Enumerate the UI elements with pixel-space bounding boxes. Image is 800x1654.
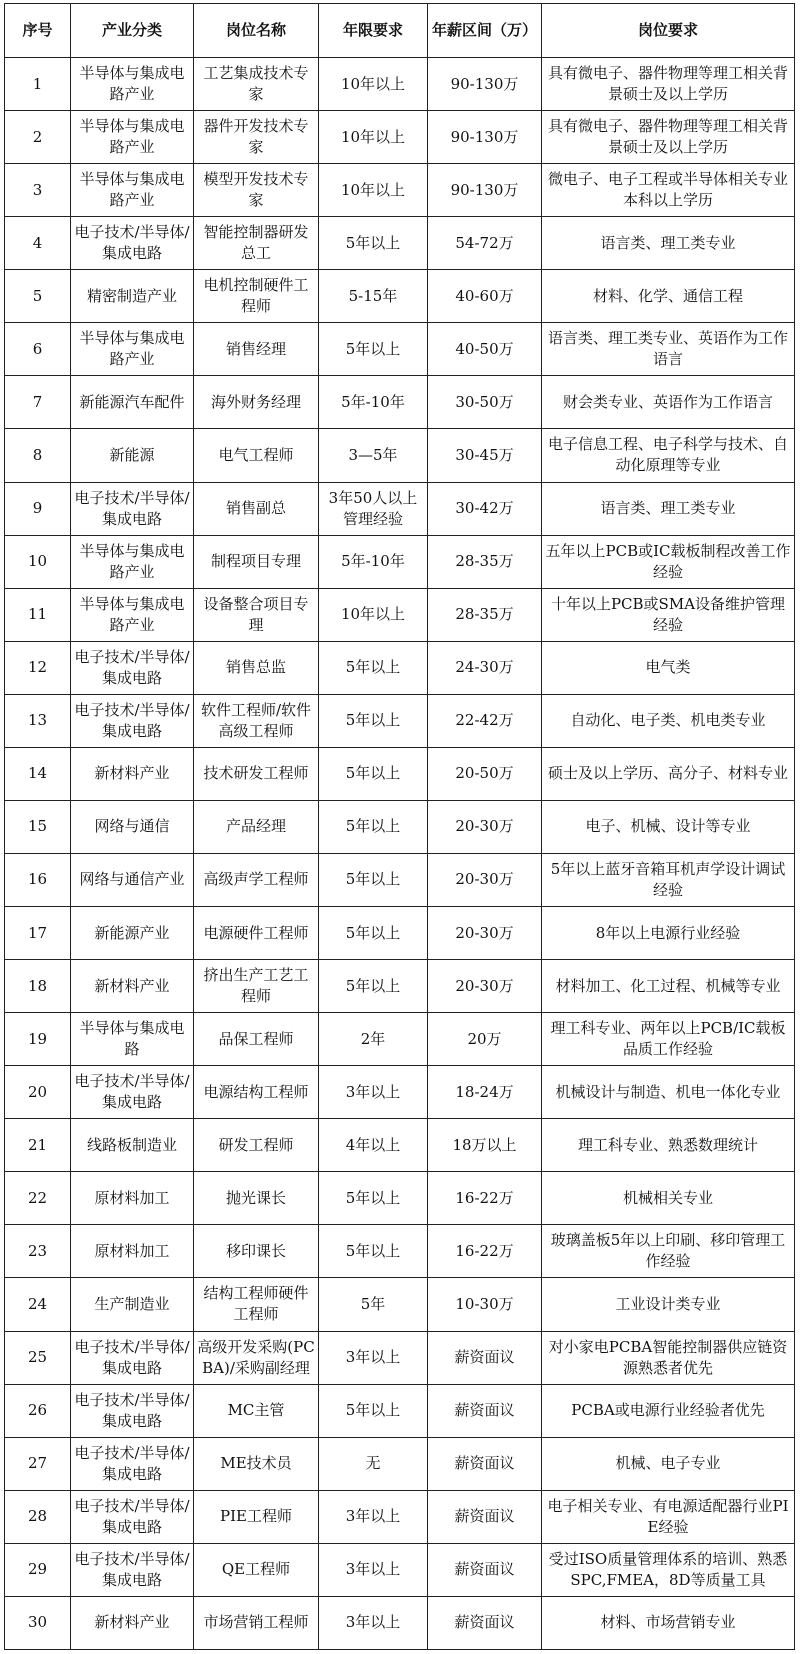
- header-no: 序号: [5, 4, 71, 58]
- position-text: 电源硬件工程师: [203, 923, 309, 942]
- cell-salary: 40-60万: [428, 270, 542, 323]
- cell-position: [194, 907, 319, 960]
- cell-industry: 电子技术/半导体/集成电路: [71, 1066, 194, 1119]
- cell-salary: 10-30万: [428, 1278, 542, 1331]
- cell-salary: 24-30万: [428, 641, 542, 694]
- cell-no: 27: [5, 1437, 71, 1490]
- header-requirement: 岗位要求: [542, 4, 795, 58]
- cell-no: 3: [5, 164, 71, 217]
- header-salary: 年薪区间（万）: [428, 4, 542, 58]
- table-row: [5, 1331, 795, 1384]
- cell-salary: 薪资面议: [428, 1384, 542, 1437]
- table-row: [5, 58, 795, 111]
- cell-industry: 新能源产业: [71, 907, 194, 960]
- cell-no: 9: [5, 482, 71, 535]
- cell-industry: 网络与通信产业: [71, 853, 194, 906]
- position-text: MC主管: [227, 1401, 285, 1420]
- cell-industry: 生产制造业: [71, 1278, 194, 1331]
- position-text: 电源结构工程师: [203, 1082, 309, 1101]
- cell-position: [194, 747, 319, 800]
- cell-requirement: 对小家电PCBA智能控制器供应链资源熟悉者优先: [542, 1331, 795, 1384]
- cell-industry: 半导体与集成电路产业: [71, 164, 194, 217]
- cell-requirement: 财会类专业、英语作为工作语言: [542, 376, 795, 429]
- cell-years: 5年以上: [319, 960, 428, 1013]
- table-row: [5, 482, 795, 535]
- cell-years: 5年以上: [319, 323, 428, 376]
- position-text: 抛光课长: [225, 1188, 286, 1207]
- cell-years: 3年以上: [319, 1331, 428, 1384]
- cell-no: 20: [5, 1066, 71, 1119]
- cell-no: 10: [5, 535, 71, 588]
- cell-salary: 18-24万: [428, 1066, 542, 1119]
- cell-position: [194, 1596, 319, 1649]
- cell-industry: 新材料产业: [71, 747, 194, 800]
- cell-requirement: 电子信息工程、电子科学与技术、自动化原理等专业: [542, 429, 795, 482]
- cell-years: 3年50人以上管理经验: [319, 482, 428, 535]
- table-body: [5, 58, 795, 1650]
- position-text: 制程项目专理: [210, 552, 301, 571]
- cell-years: 10年以上: [319, 111, 428, 164]
- cell-salary: 28-35万: [428, 535, 542, 588]
- table-row: [5, 1596, 795, 1649]
- cell-years: 10年以上: [319, 588, 428, 641]
- position-text: 研发工程师: [218, 1135, 294, 1154]
- cell-salary: 20-30万: [428, 800, 542, 853]
- table-row: [5, 1384, 795, 1437]
- cell-industry: 半导体与集成电路产业: [71, 535, 194, 588]
- cell-requirement: 材料加工、化工过程、机械等专业: [542, 960, 795, 1013]
- position-text: 海外财务经理: [210, 392, 301, 411]
- cell-requirement: 机械设计与制造、机电一体化专业: [542, 1066, 795, 1119]
- cell-position: [194, 1490, 319, 1543]
- cell-salary: 16-22万: [428, 1172, 542, 1225]
- cell-requirement: 电子相关专业、有电源适配器行业PIE经验: [542, 1490, 795, 1543]
- header-years: 年限要求: [319, 4, 428, 58]
- cell-salary: 20万: [428, 1013, 542, 1066]
- cell-industry: 半导体与集成电路产业: [71, 323, 194, 376]
- table-row: [5, 853, 795, 906]
- position-text: 市场营销工程师: [203, 1613, 309, 1632]
- cell-years: 10年以上: [319, 164, 428, 217]
- cell-industry: 原材料加工: [71, 1172, 194, 1225]
- cell-salary: 90-130万: [428, 111, 542, 164]
- header-position: 岗位名称: [194, 4, 319, 58]
- cell-requirement: 具有微电子、器件物理等理工相关背景硕士及以上学历: [542, 58, 795, 111]
- cell-industry: 半导体与集成电路产业: [71, 588, 194, 641]
- table-row: [5, 694, 795, 747]
- position-text: 器件开发技术专家: [203, 117, 309, 157]
- table-row: [5, 111, 795, 164]
- cell-years: 3年以上: [319, 1596, 428, 1649]
- cell-years: 5年以上: [319, 1172, 428, 1225]
- cell-no: 13: [5, 694, 71, 747]
- cell-industry: 线路板制造业: [71, 1119, 194, 1172]
- cell-no: 8: [5, 429, 71, 482]
- position-text: 电机控制硬件工程师: [203, 276, 309, 316]
- table-row: [5, 588, 795, 641]
- cell-years: 3年以上: [319, 1543, 428, 1596]
- cell-position: [194, 1437, 319, 1490]
- cell-years: 5年-10年: [319, 376, 428, 429]
- cell-industry: 网络与通信: [71, 800, 194, 853]
- cell-requirement: 受过ISO质量管理体系的培训、熟悉SPC,FMEA，8D等质量工具: [542, 1543, 795, 1596]
- cell-industry: 电子技术/半导体/集成电路: [71, 1490, 194, 1543]
- position-text: 高级声学工程师: [203, 870, 309, 889]
- header-industry: 产业分类: [71, 4, 194, 58]
- cell-position: [194, 853, 319, 906]
- cell-requirement: 十年以上PCB或SMA设备维护管理经验: [542, 588, 795, 641]
- position-text: 品保工程师: [218, 1029, 294, 1048]
- cell-salary: 薪资面议: [428, 1543, 542, 1596]
- cell-requirement: 8年以上电源行业经验: [542, 907, 795, 960]
- cell-position: [194, 429, 319, 482]
- cell-years: 5-15年: [319, 270, 428, 323]
- cell-position: [194, 535, 319, 588]
- cell-industry: 新能源: [71, 429, 194, 482]
- cell-salary: 30-50万: [428, 376, 542, 429]
- cell-position: [194, 800, 319, 853]
- position-text: 技术研发工程师: [203, 764, 309, 783]
- table-row: [5, 1066, 795, 1119]
- table-row: [5, 1278, 795, 1331]
- position-text: 工艺集成技术专家: [203, 64, 309, 104]
- cell-no: 21: [5, 1119, 71, 1172]
- cell-no: 4: [5, 217, 71, 270]
- cell-industry: 半导体与集成电路: [71, 1013, 194, 1066]
- cell-salary: 28-35万: [428, 588, 542, 641]
- cell-requirement: 工业设计类专业: [542, 1278, 795, 1331]
- cell-no: 22: [5, 1172, 71, 1225]
- cell-industry: 精密制造产业: [71, 270, 194, 323]
- cell-salary: 90-130万: [428, 164, 542, 217]
- table-row: [5, 907, 795, 960]
- cell-requirement: 机械、电子专业: [542, 1437, 795, 1490]
- cell-position: [194, 694, 319, 747]
- cell-salary: 18万以上: [428, 1119, 542, 1172]
- cell-industry: 半导体与集成电路产业: [71, 58, 194, 111]
- position-text: 智能控制器研发总工: [203, 223, 309, 263]
- table-header: [5, 4, 795, 58]
- cell-no: 17: [5, 907, 71, 960]
- cell-industry: 电子技术/半导体/集成电路: [71, 1543, 194, 1596]
- cell-position: [194, 960, 319, 1013]
- cell-requirement: 具有微电子、器件物理等理工相关背景硕士及以上学历: [542, 111, 795, 164]
- cell-position: [194, 1066, 319, 1119]
- cell-requirement: 材料、化学、通信工程: [542, 270, 795, 323]
- cell-no: 15: [5, 800, 71, 853]
- cell-years: 5年以上: [319, 853, 428, 906]
- cell-requirement: 微电子、电子工程或半导体相关专业本科以上学历: [542, 164, 795, 217]
- cell-industry: 电子技术/半导体/集成电路: [71, 1437, 194, 1490]
- cell-salary: 54-72万: [428, 217, 542, 270]
- cell-requirement: 语言类、理工类专业: [542, 217, 795, 270]
- table-row: [5, 960, 795, 1013]
- cell-salary: 20-30万: [428, 853, 542, 906]
- cell-salary: 薪资面议: [428, 1596, 542, 1649]
- cell-requirement: 语言类、理工类专业: [542, 482, 795, 535]
- cell-requirement: 语言类、理工类专业、英语作为工作语言: [542, 323, 795, 376]
- header-row: [5, 4, 795, 58]
- cell-position: [194, 270, 319, 323]
- cell-position: [194, 588, 319, 641]
- cell-position: [194, 1278, 319, 1331]
- cell-years: 2年: [319, 1013, 428, 1066]
- cell-requirement: 电气类: [542, 641, 795, 694]
- table-row: [5, 1119, 795, 1172]
- cell-no: 24: [5, 1278, 71, 1331]
- position-text: 销售总监: [225, 658, 286, 677]
- cell-salary: 16-22万: [428, 1225, 542, 1278]
- cell-no: 16: [5, 853, 71, 906]
- cell-years: 5年以上: [319, 800, 428, 853]
- cell-years: 无: [319, 1437, 428, 1490]
- cell-years: 5年以上: [319, 1384, 428, 1437]
- cell-position: [194, 217, 319, 270]
- table-row: [5, 747, 795, 800]
- cell-industry: 新能源汽车配件: [71, 376, 194, 429]
- table-row: [5, 800, 795, 853]
- cell-years: 10年以上: [319, 58, 428, 111]
- cell-requirement: 硕士及以上学历、高分子、材料专业: [542, 747, 795, 800]
- table-row: [5, 429, 795, 482]
- cell-salary: 22-42万: [428, 694, 542, 747]
- cell-salary: 30-45万: [428, 429, 542, 482]
- cell-position: [194, 1172, 319, 1225]
- cell-no: 26: [5, 1384, 71, 1437]
- position-text: 挤出生产工艺工程师: [203, 966, 309, 1006]
- table-row: [5, 1543, 795, 1596]
- table-row: [5, 641, 795, 694]
- cell-position: [194, 1013, 319, 1066]
- cell-no: 2: [5, 111, 71, 164]
- cell-position: [194, 1543, 319, 1596]
- position-text: 高级开发采购(PCBA)/采购副经理: [197, 1337, 315, 1377]
- cell-position: [194, 1225, 319, 1278]
- position-text: PIE工程师: [220, 1507, 292, 1526]
- cell-requirement: 5年以上蓝牙音箱耳机声学设计调试经验: [542, 853, 795, 906]
- cell-industry: 新材料产业: [71, 1596, 194, 1649]
- cell-requirement: 玻璃盖板5年以上印刷、移印管理工作经验: [542, 1225, 795, 1278]
- cell-salary: 20-30万: [428, 907, 542, 960]
- position-text: 软件工程师/软件高级工程师: [200, 700, 312, 740]
- table-row: [5, 1490, 795, 1543]
- cell-requirement: 五年以上PCB或IC载板制程改善工作经验: [542, 535, 795, 588]
- position-text: 销售副总: [225, 499, 286, 518]
- cell-no: 7: [5, 376, 71, 429]
- cell-years: 5年: [319, 1278, 428, 1331]
- cell-industry: 电子技术/半导体/集成电路: [71, 641, 194, 694]
- position-text: 电气工程师: [218, 445, 294, 464]
- cell-no: 23: [5, 1225, 71, 1278]
- table-row: [5, 1013, 795, 1066]
- position-text: 设备整合项目专理: [203, 594, 309, 634]
- cell-position: [194, 482, 319, 535]
- cell-position: [194, 641, 319, 694]
- cell-no: 12: [5, 641, 71, 694]
- cell-salary: 薪资面议: [428, 1490, 542, 1543]
- cell-requirement: 理工科专业、熟悉数理统计: [542, 1119, 795, 1172]
- table-row: [5, 1172, 795, 1225]
- cell-no: 19: [5, 1013, 71, 1066]
- cell-requirement: 机械相关专业: [542, 1172, 795, 1225]
- position-text: 移印课长: [225, 1241, 286, 1260]
- cell-position: [194, 1384, 319, 1437]
- cell-position: [194, 58, 319, 111]
- cell-years: 3年以上: [319, 1066, 428, 1119]
- cell-salary: 20-50万: [428, 747, 542, 800]
- cell-years: 3年以上: [319, 1490, 428, 1543]
- cell-years: 5年以上: [319, 217, 428, 270]
- cell-requirement: 自动化、电子类、机电类专业: [542, 694, 795, 747]
- cell-industry: 电子技术/半导体/集成电路: [71, 694, 194, 747]
- cell-no: 5: [5, 270, 71, 323]
- table-row: [5, 270, 795, 323]
- cell-years: 3—5年: [319, 429, 428, 482]
- table-row: [5, 217, 795, 270]
- cell-requirement: PCBA或电源行业经验者优先: [542, 1384, 795, 1437]
- cell-industry: 新材料产业: [71, 960, 194, 1013]
- table-row: [5, 1225, 795, 1278]
- cell-salary: 20-30万: [428, 960, 542, 1013]
- cell-no: 14: [5, 747, 71, 800]
- cell-salary: 90-130万: [428, 58, 542, 111]
- cell-no: 1: [5, 58, 71, 111]
- cell-no: 30: [5, 1596, 71, 1649]
- cell-industry: 电子技术/半导体/集成电路: [71, 217, 194, 270]
- cell-position: [194, 164, 319, 217]
- cell-years: 5年以上: [319, 694, 428, 747]
- cell-salary: 薪资面议: [428, 1437, 542, 1490]
- position-text: 销售经理: [225, 339, 286, 358]
- cell-years: 5年以上: [319, 1225, 428, 1278]
- position-text: 模型开发技术专家: [203, 170, 309, 210]
- cell-no: 6: [5, 323, 71, 376]
- cell-industry: 半导体与集成电路产业: [71, 111, 194, 164]
- cell-industry: 电子技术/半导体/集成电路: [71, 1331, 194, 1384]
- cell-salary: 薪资面议: [428, 1331, 542, 1384]
- cell-salary: 40-50万: [428, 323, 542, 376]
- cell-years: 4年以上: [319, 1119, 428, 1172]
- cell-position: [194, 323, 319, 376]
- table-row: [5, 376, 795, 429]
- cell-no: 11: [5, 588, 71, 641]
- cell-requirement: 材料、市场营销专业: [542, 1596, 795, 1649]
- cell-no: 18: [5, 960, 71, 1013]
- table-row: [5, 535, 795, 588]
- cell-years: 5年以上: [319, 907, 428, 960]
- cell-position: [194, 376, 319, 429]
- cell-requirement: 理工科专业、两年以上PCB/IC载板品质工作经验: [542, 1013, 795, 1066]
- cell-position: [194, 111, 319, 164]
- position-text: QE工程师: [221, 1560, 291, 1579]
- position-text: ME技术员: [220, 1454, 292, 1473]
- table-row: [5, 1437, 795, 1490]
- cell-no: 28: [5, 1490, 71, 1543]
- cell-years: 5年-10年: [319, 535, 428, 588]
- cell-position: [194, 1119, 319, 1172]
- cell-no: 25: [5, 1331, 71, 1384]
- cell-industry: 电子技术/半导体/集成电路: [71, 482, 194, 535]
- position-text: 结构工程师硬件工程师: [203, 1284, 309, 1324]
- cell-years: 5年以上: [319, 641, 428, 694]
- job-listing-table: [4, 3, 795, 1650]
- cell-industry: 电子技术/半导体/集成电路: [71, 1384, 194, 1437]
- cell-no: 29: [5, 1543, 71, 1596]
- table-row: [5, 323, 795, 376]
- table-row: [5, 164, 795, 217]
- cell-requirement: 电子、机械、设计等专业: [542, 800, 795, 853]
- cell-years: 5年以上: [319, 747, 428, 800]
- cell-position: [194, 1331, 319, 1384]
- cell-salary: 30-42万: [428, 482, 542, 535]
- cell-industry: 原材料加工: [71, 1225, 194, 1278]
- position-text: 产品经理: [225, 817, 286, 836]
